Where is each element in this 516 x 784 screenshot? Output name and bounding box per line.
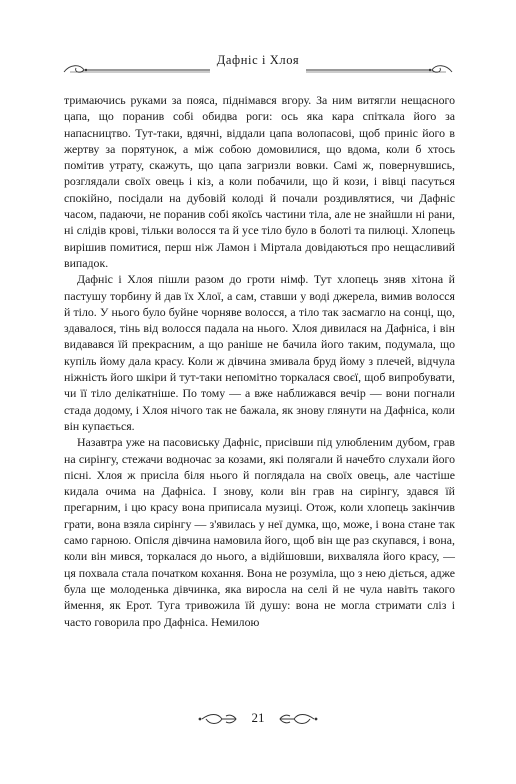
running-header xyxy=(60,50,456,76)
book-title: Дафніс і Хлоя xyxy=(216,53,300,67)
page-body xyxy=(64,92,455,630)
paragraph: тримаючись руками за пояса, піднімався вгору. За ним витягли нещасного цапа, що поранив собі обидва роги: ось яка кара спіткала його за напасництво. Тут-таки, вдячні, віддали цапа волопасові, щоб приніс його в жертву за порятунок, а між собою домовилися, що вдома, коли б хтось помітив утрату, скажуть, що цапа загризли вовки. Самі ж, повернувшись, розглядали своїх овець і кіз, а коли побачили, що й кози, і вівці пасуться спокійно, посідали на дубовій колоді й почали роздивлятися, чи Дафніс часом, падаючи, не поранив собі якоїсь частини тіла, але не знайшли ні рани, ні слідів крові, тільки волосся та й усе тіло було в болоті та пилюці. Хлопець вирішив помитися, перш ніж Ламон і Міртала довідаються про нещасливий випадок. xyxy=(64,93,455,270)
paragraph: Дафніс і Хлоя пішли разом до гроти німф. Тут хлопець зняв хітона й пастушу торбину й дав їх Хлої, а сам, ставши у воді джерела, вимив волосся й тіло. У нього було буйне чорняве волосся, а тіло так засмагло на сонці, що, здавалося, тінь від волосся падала на нього. Хлоя дивилася на Дафніса, і він видавався їй прекрасним, а що раніше не бачила його таким, подумала, що купіль йому дала красу. Коли ж дівчина змивала бруд йому з плечей, відчула ніжність його шкіри й тут-таки непомітно торкалася своєї, щоб випробувати, чи її тіло делікатніше. По тому — а вже наближався вечір — вони погнали стада додому, і Хлоя нічого так не бажала, як знову глянути на Дафніса, коли він купається. xyxy=(64,272,455,433)
page-number: 21 xyxy=(251,710,265,725)
page-footer xyxy=(60,708,456,730)
paragraph: Назавтра уже на пасовиську Дафніс, присівши під улюбленим дубом, грав на сирінгу, стежачи водночас за козами, які полягали й начебто слухали його пісні. Хлоя ж присіла біля нього й поглядала на своїх овець, але частіше кидала очима на Дафніса. І знову, коли він грав на сирінгу, здався їй прегарним, і цю красу вона приписала музиці. Отож, коли хлопець закінчив грати, вона взяла сирінгу — з'явилась у неї думка, що, може, і вона стане так само гарною. Опісля дівчина намовила його, щоб він ще раз скупався, і вона, коли він мився, торкалася до нього, а відійшовши, вихваляла його красу, — ця похвала стала початком кохання. Вона не розуміла, що з нею діється, адже була ще молоденька дівчинка, яка виросла на селі й не чула навіть такого ймення, як Ерот. Туга тривожила їй душу: вона не могла стримати сліз і часто говорила про Дафніса. Немилою xyxy=(64,435,455,629)
